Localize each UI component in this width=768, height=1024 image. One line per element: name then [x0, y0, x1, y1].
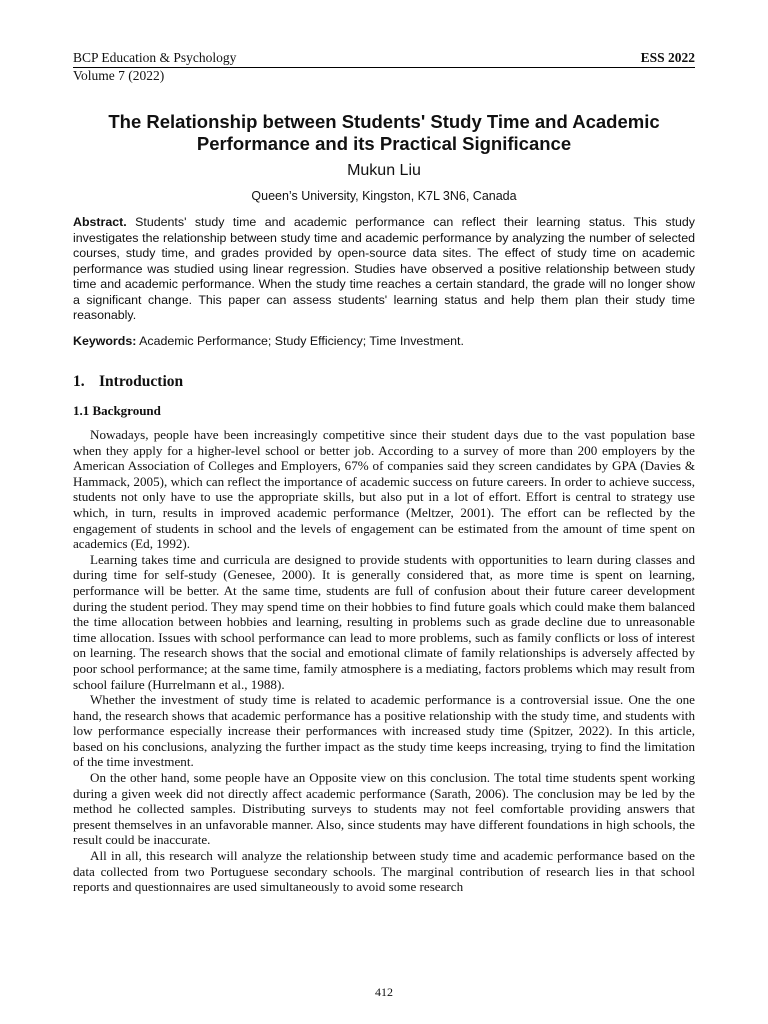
section-number: 1. — [73, 373, 85, 390]
abstract-label: Abstract. — [73, 215, 127, 229]
keywords-text: Academic Performance; Study Efficiency; Time Investment. — [139, 334, 464, 348]
header-top-row — [73, 50, 695, 68]
author-name: Mukun Liu — [347, 162, 421, 179]
title-line-2: Performance and its Practical Significance — [196, 133, 572, 154]
abstract — [73, 215, 695, 324]
body-text — [73, 427, 695, 895]
keywords-label: Keywords: — [73, 334, 137, 348]
title-line-1: The Relationship between Students' Study Time and Academic — [108, 111, 660, 132]
running-header — [73, 50, 695, 84]
issue-label: ESS 2022 — [640, 50, 695, 65]
paper-title — [60, 111, 708, 155]
page-number: 412 — [375, 985, 393, 999]
section-title: Introduction — [99, 373, 184, 390]
journal-name: BCP Education & Psychology — [73, 50, 237, 65]
paragraph: On the other hand, some people have an Opposite view on this conclusion. The total time students spent working during a given week did not directly affect academic performance (Sarath, 2006). The conclusion may be led by the method he collected samples. Distributing surveys to students may not feel comfortable providing answers that present themselves in an unfavorable manner. Also, since students may have different foundations in high schools, the result could be inaccurate. — [73, 770, 695, 848]
volume-label: Volume 7 (2022) — [73, 68, 165, 83]
paragraph: All in all, this research will analyze the relationship between study time and academic performance based on the data collected from two Portuguese secondary schools. The marginal contribution of research lies in that school reports and questionnaires are used simultaneously to avoid some research — [73, 848, 695, 895]
subsection-heading: 1.1 Background — [73, 403, 161, 418]
author-affiliation: Queen’s University, Kingston, K7L 3N6, Canada — [251, 189, 517, 203]
paragraph: Learning takes time and curricula are designed to provide students with opportunities to learn during classes and during time for self-study (Genesee, 2000). It is generally considered that, as more time is spent on learning, performance will be better. At the same time, students are full of confusion about their future career development during the student period. They may spend time on their hobbies to find future goals which could make them balanced the time allocation between hobbies and learning, resulting in problems such as grade decline due to unreasonable time allocation. Issues with school performance can lead to more problems, such as family conflicts or loss of interest on learning. The research shows that the social and emotional climate of family relationships is adversely affected by poor school performance; at the same time, family atmosphere is a mediating, factors problems which may result from school failure (Hurrelmann et al., 1988). — [73, 551, 695, 692]
abstract-text: Students' study time and academic performance can reflect their learning status. This study investigates the relationship between study time and academic performance by analyzing the number of selected courses, study time, and grades provided by open-source data sites. The effect of study time on academic performance was studied using linear regression. Studies have observed a positive relationship between study time and academic performance. When the study time reaches a certain standard, the grade will no longer show a significant change. This paper can assess students' learning status and help them plan their study time reasonably. — [73, 215, 695, 322]
section-heading — [73, 372, 183, 392]
paragraph: Whether the investment of study time is related to academic performance is a controversial issue. One the one hand, the research shows that academic performance has a positive relationship with the study time, and students with low performance especially increase their performances with increased study time (Spitzer, 2022). In this article, based on his conclusions, analyzing the further impact as the study time keeps increasing, trying to find the limitation of the time investment. — [73, 692, 695, 770]
paragraph: Nowadays, people have been increasingly competitive since their student days due to the vast population base when they apply for a higher-level school or better job. According to a survey of more than 200 employers by the American Association of Colleges and Employers, 67% of companies said they screen candidates by GPA (Davies & Hammack, 2005), which can reflect the importance of academic success on future careers. In order to achieve success, students not only have to use the appropriate skills, but also put in a lot of effort. Effort is central to strategy use which, in turn, results in improved academic performance (Meltzer, 2001). The effort can be reflected by the engagement of students in school and the levels of engagement can be estimated from the amount of time spent on academics (Ed, 1992). — [73, 427, 695, 552]
keywords — [73, 333, 695, 349]
